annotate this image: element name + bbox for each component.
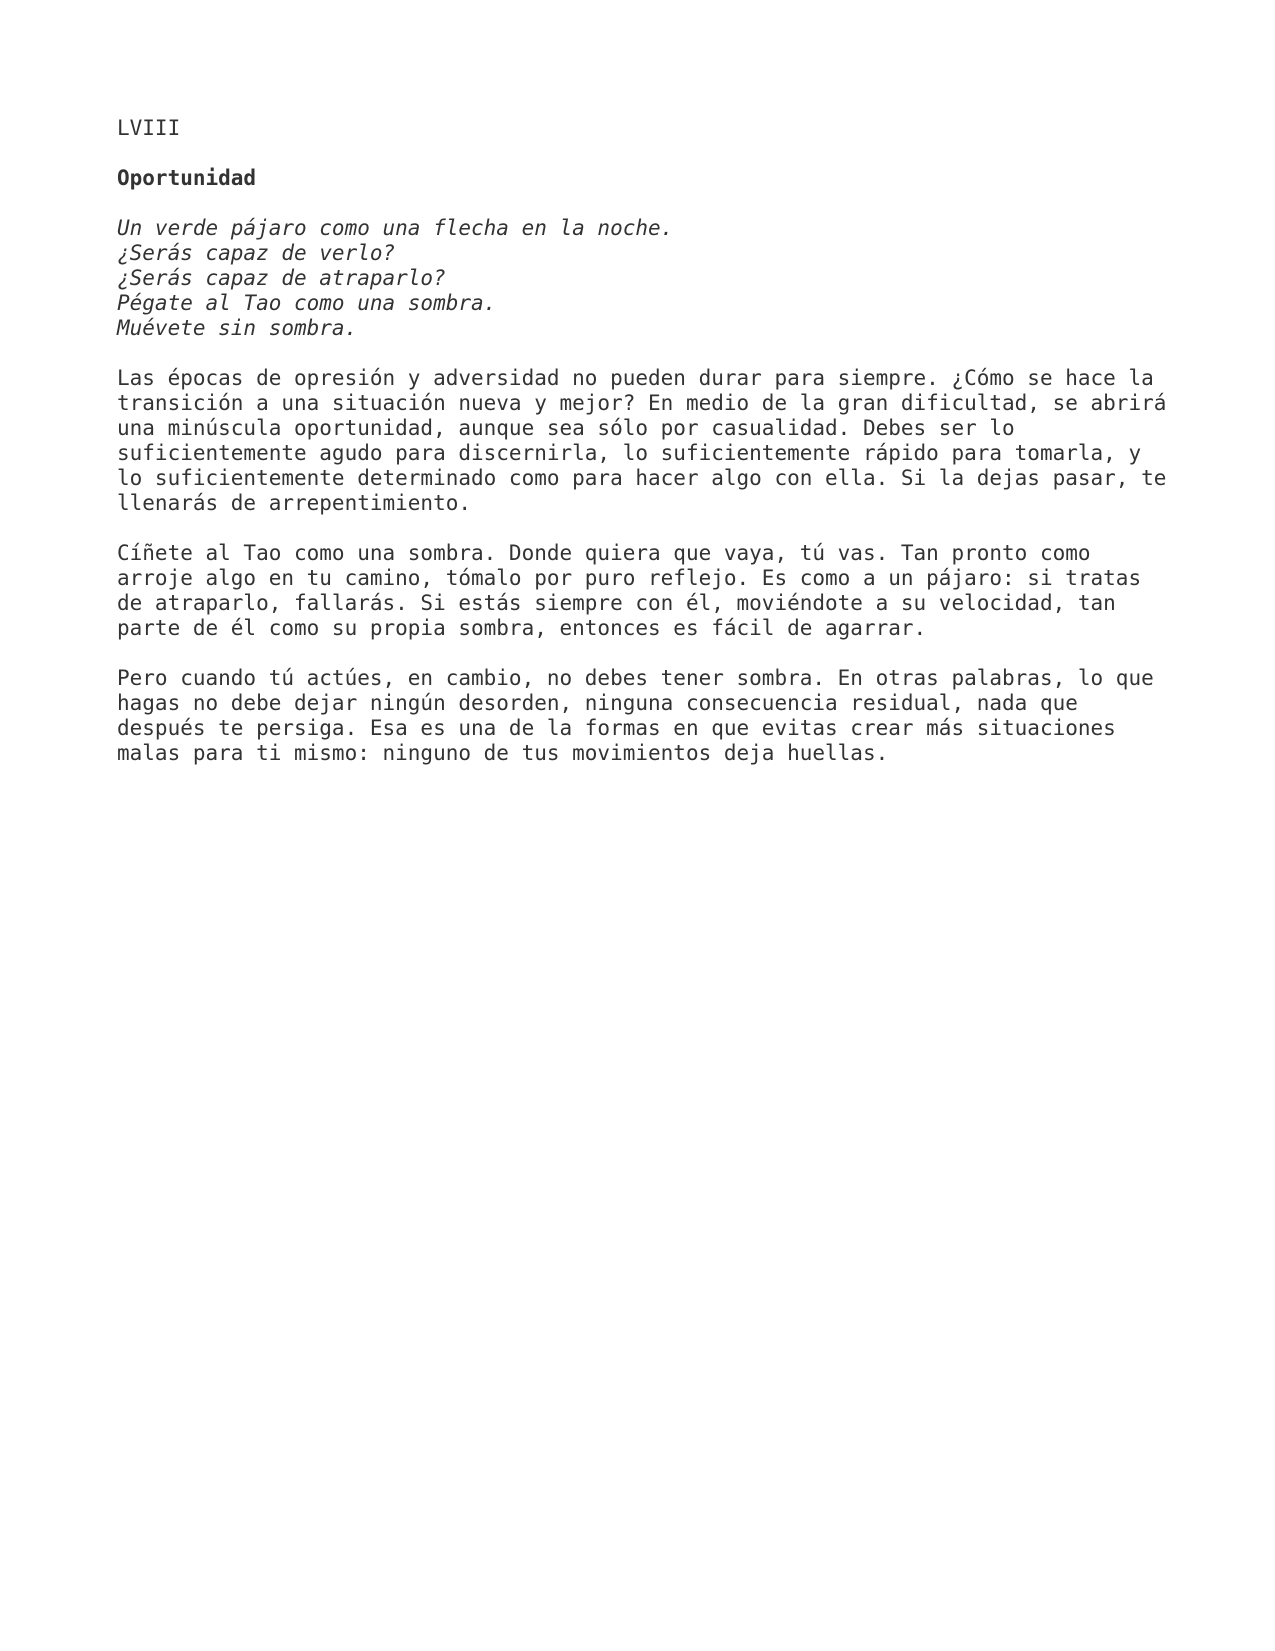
paragraph-line: después te persiga. Esa es una de la formas en que evitas crear más situaciones bbox=[117, 716, 1116, 740]
document-page bbox=[117, 116, 1197, 791]
poem-line: ¿Serás capaz de verlo? bbox=[117, 241, 396, 265]
poem-line: ¿Serás capaz de atraparlo? bbox=[117, 266, 446, 290]
paragraph-2 bbox=[117, 541, 1197, 641]
paragraph-line: malas para ti mismo: ninguno de tus movimientos deja huellas. bbox=[117, 741, 889, 765]
paragraph-line: parte de él como su propia sombra, entonces es fácil de agarrar. bbox=[117, 616, 927, 640]
paragraph-line: una minúscula oportunidad, aunque sea sólo por casualidad. Debes ser lo bbox=[117, 416, 1015, 440]
chapter-title: Oportunidad bbox=[117, 166, 257, 190]
paragraph-1 bbox=[117, 366, 1197, 516]
paragraph-line: lo suficientemente determinado como para hacer algo con ella. Si la dejas pasar, te bbox=[117, 466, 1167, 490]
poem-line: Muévete sin sombra. bbox=[117, 316, 358, 340]
poem-line: Pégate al Tao como una sombra. bbox=[117, 291, 497, 315]
chapter-number: LVIII bbox=[117, 116, 181, 140]
chapter-header-number bbox=[117, 116, 1197, 141]
paragraph-line: Pero cuando tú actúes, en cambio, no debes tener sombra. En otras palabras, lo que bbox=[117, 666, 1154, 690]
paragraph-line: llenarás de arrepentimiento. bbox=[117, 491, 472, 515]
poem-line: Un verde pájaro como una flecha en la noche. bbox=[117, 216, 674, 240]
paragraph-line: transición a una situación nueva y mejor? En medio de la gran dificultad, se abrirá bbox=[117, 391, 1167, 415]
paragraph-3 bbox=[117, 666, 1197, 766]
chapter-header-title bbox=[117, 166, 1197, 191]
paragraph-line: hagas no debe dejar ningún desorden, ninguna consecuencia residual, nada que bbox=[117, 691, 1078, 715]
paragraph-line: de atraparlo, fallarás. Si estás siempre con él, moviéndote a su velocidad, tan bbox=[117, 591, 1116, 615]
paragraph-line: arroje algo en tu camino, tómalo por puro reflejo. Es como a un pájaro: si tratas bbox=[117, 566, 1142, 590]
paragraph-line: Las épocas de opresión y adversidad no pueden durar para siempre. ¿Cómo se hace la bbox=[117, 366, 1154, 390]
poem bbox=[117, 216, 1197, 341]
paragraph-line: Cíñete al Tao como una sombra. Donde quiera que vaya, tú vas. Tan pronto como bbox=[117, 541, 1091, 565]
paragraph-line: suficientemente agudo para discernirla, lo suficientemente rápido para tomarla, y bbox=[117, 441, 1142, 465]
